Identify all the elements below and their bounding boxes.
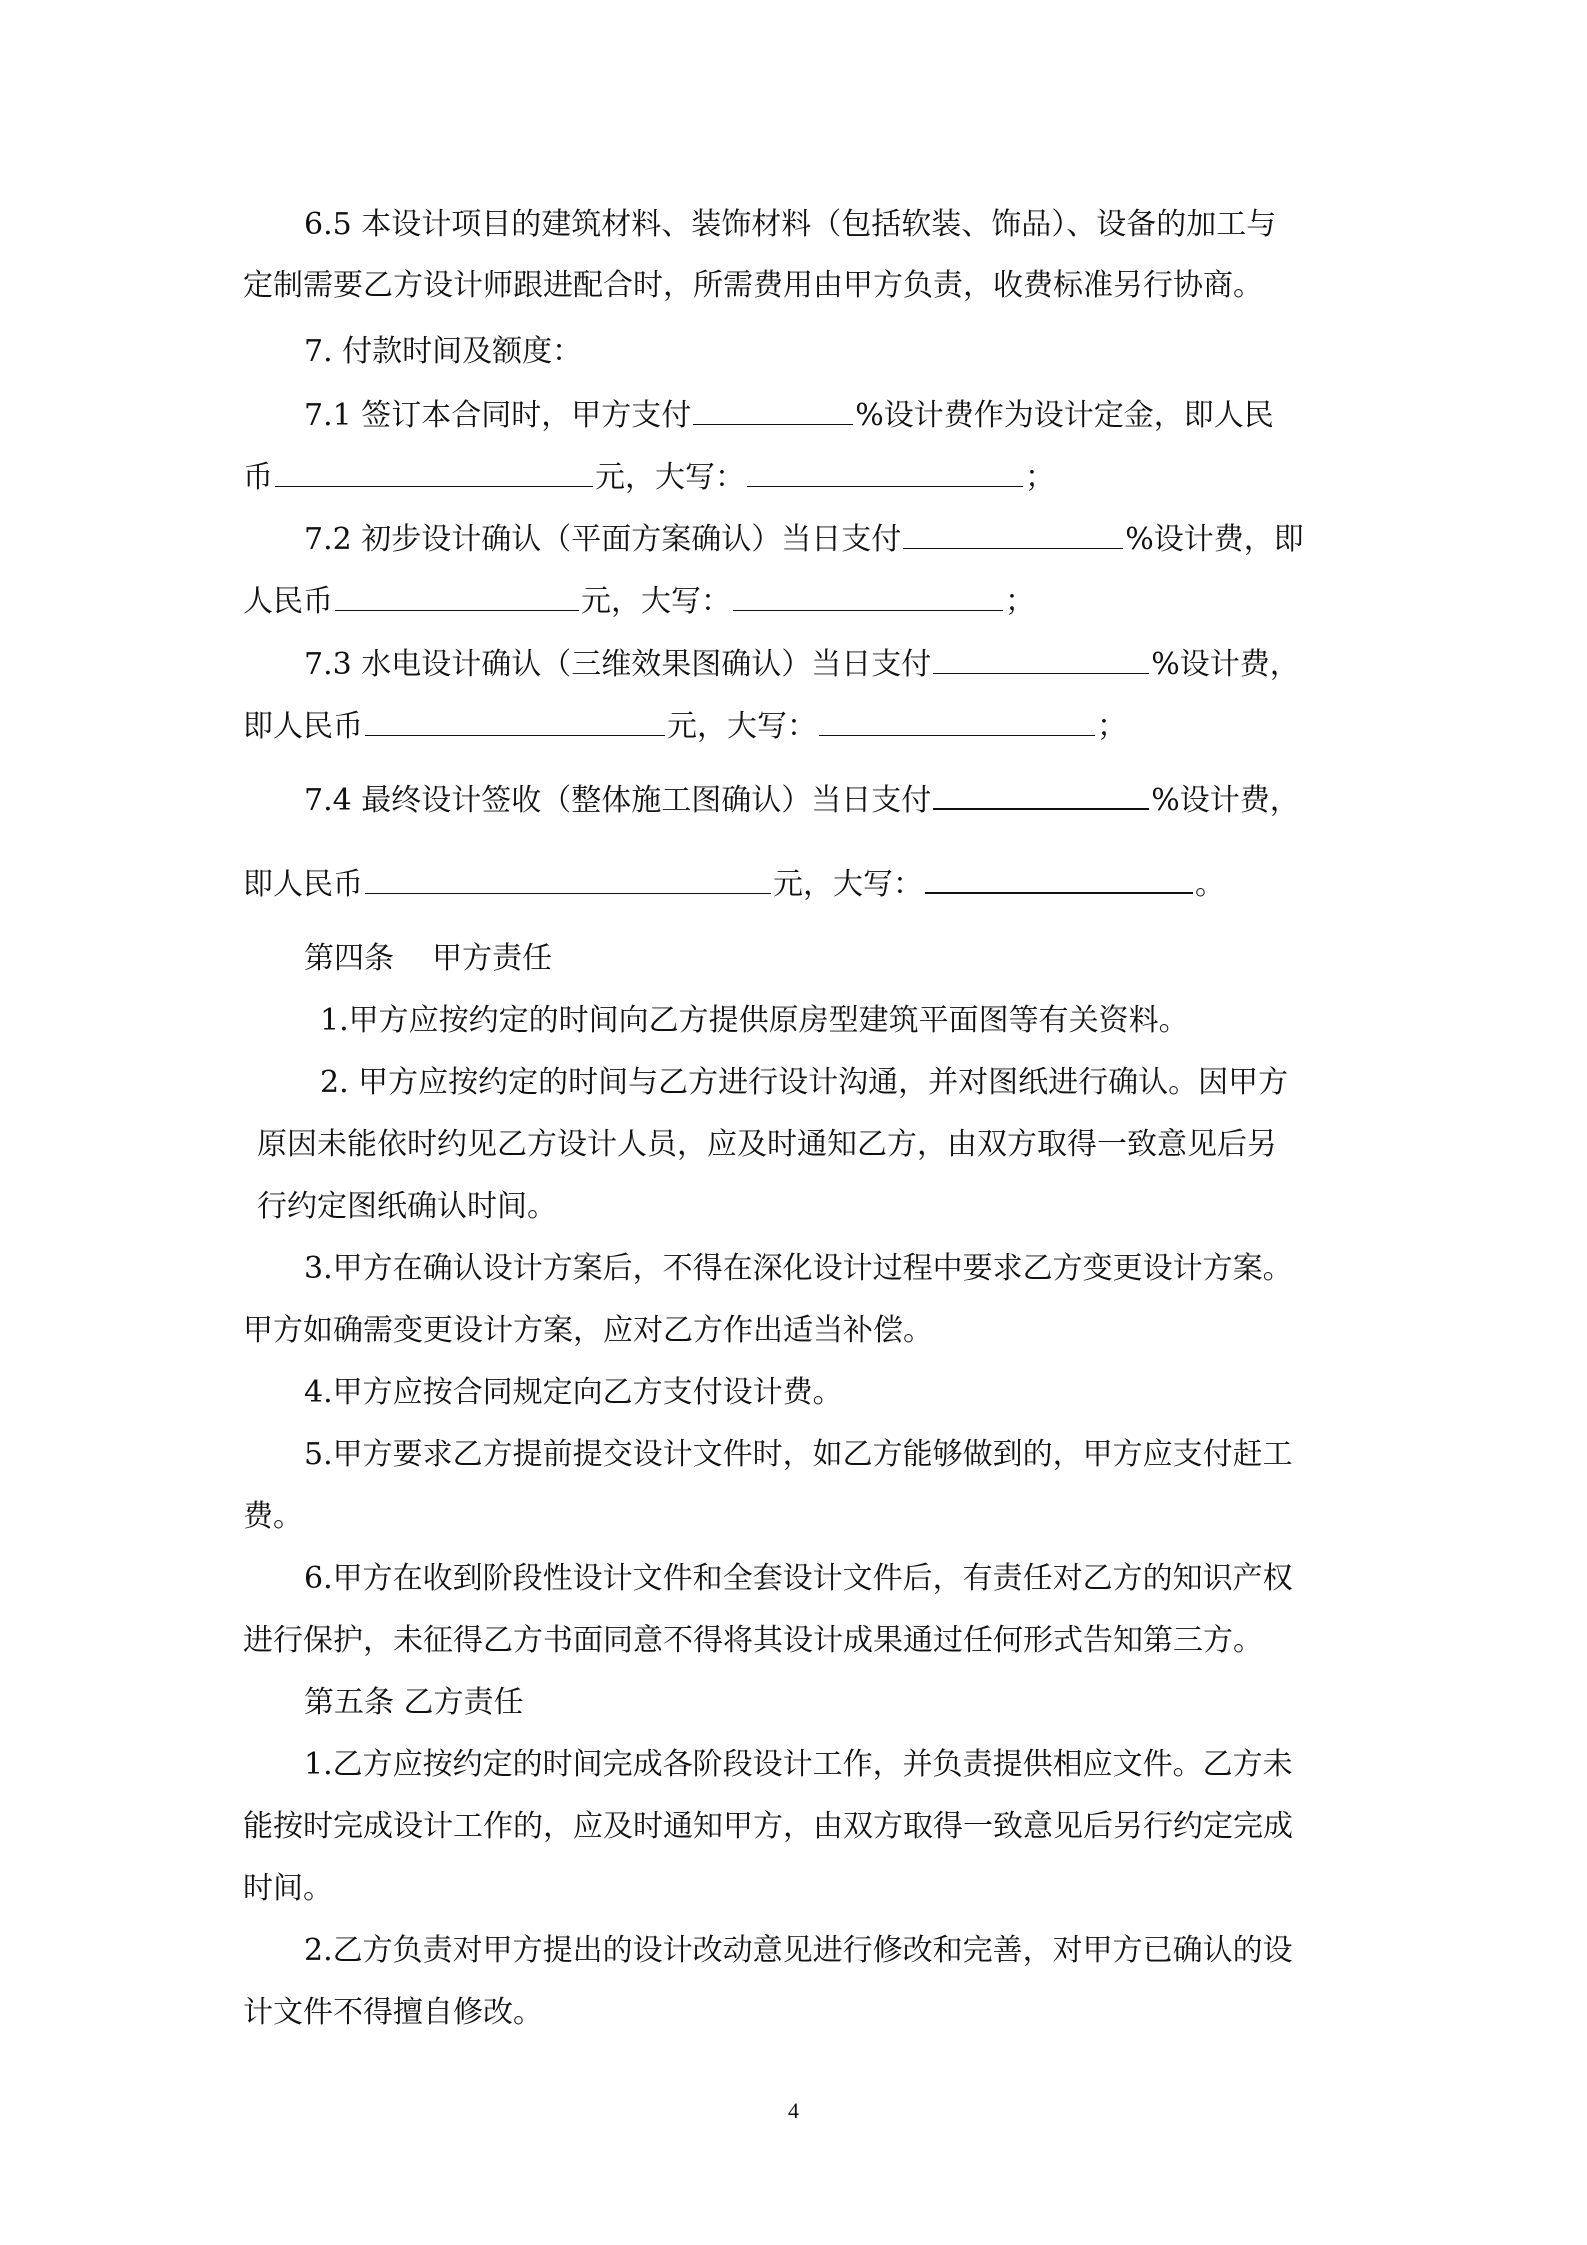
article-4-item3-line1: 3.甲方在确认设计方案后，不得在深化设计过程中要求乙方变更设计方案。 xyxy=(304,1251,1293,1286)
article-4-item5-line2: 费。 xyxy=(243,1499,303,1534)
section-6-5-line1: 6.5 本设计项目的建筑材料、装饰材料（包括软装、饰品）、设备的加工与 xyxy=(304,207,1277,242)
payment-7-3-text-d: 元，大写： xyxy=(667,709,817,744)
payment-7-3-text-a: 7.3 水电设计确认（三维效果图确认）当日支付 xyxy=(304,647,932,682)
payment-7-2-text-e: ； xyxy=(1005,584,1035,619)
blank-amount-7-3 xyxy=(365,705,665,736)
blank-words-7-2 xyxy=(733,580,1003,611)
payment-7-4-text-d: 元，大写： xyxy=(773,867,923,902)
article-4-title: 第四条 甲方责任 xyxy=(304,941,553,976)
blank-amount-7-4 xyxy=(365,863,771,894)
article-4-item3-line2: 甲方如确需变更设计方案，应对乙方作出适当补偿。 xyxy=(243,1313,933,1348)
payment-7-2-text-c: 人民币 xyxy=(243,584,333,619)
payment-7-4-text-c: 即人民币 xyxy=(243,867,363,902)
payment-7-2-line1 xyxy=(304,518,1304,560)
article-4-item4: 4.甲方应按合同规定向乙方支付设计费。 xyxy=(304,1375,843,1410)
blank-percent-7-4 xyxy=(933,778,1149,810)
payment-7-3-text-c: 即人民币 xyxy=(243,709,363,744)
payment-7-1-text-c: 币 xyxy=(243,460,273,495)
blank-percent-7-1 xyxy=(693,394,853,425)
blank-words-7-4 xyxy=(925,862,1193,894)
page-number: 4 xyxy=(788,2098,799,2123)
article-5-item1-line1: 1.乙方应按约定的时间完成各阶段设计工作，并负责提供相应文件。乙方未 xyxy=(304,1747,1293,1782)
payment-7-2-text-a: 7.2 初步设计确认（平面方案确认）当日支付 xyxy=(304,522,902,557)
article-5-item1-line2: 能按时完成设计工作的，应及时通知甲方，由双方取得一致意见后另行约定完成 xyxy=(243,1809,1293,1844)
article-4-item1: 1.甲方应按约定的时间向乙方提供原房型建筑平面图等有关资料。 xyxy=(320,1003,1189,1038)
article-5-item2-line1: 2.乙方负责对甲方提出的设计改动意见进行修改和完善，对甲方已确认的设 xyxy=(304,1933,1293,1968)
payment-7-4-text-b: %设计费， xyxy=(1151,783,1300,818)
payment-7-4-text-e: 。 xyxy=(1195,867,1225,902)
blank-amount-7-1 xyxy=(275,456,593,487)
payment-7-3-line2 xyxy=(243,705,1127,747)
payment-7-1-text-d: 元，大写： xyxy=(595,460,745,495)
payment-7-3-line1 xyxy=(304,643,1300,685)
payment-7-1-line2 xyxy=(243,456,1055,498)
payment-7-2-text-b: %设计费，即 xyxy=(1125,522,1304,557)
payment-7-4-text-a: 7.4 最终设计签收（整体施工图确认）当日支付 xyxy=(304,783,932,818)
article-4-item2-line3: 行约定图纸确认时间。 xyxy=(257,1189,557,1224)
payment-7-2-line2 xyxy=(243,580,1035,622)
blank-words-7-1 xyxy=(747,456,1023,487)
blank-percent-7-2 xyxy=(903,518,1123,549)
payment-7-1-text-a: 7.1 签订本合同时，甲方支付 xyxy=(304,398,692,433)
article-5-item1-line3: 时间。 xyxy=(243,1871,333,1906)
article-4-item6-line1: 6.甲方在收到阶段性设计文件和全套设计文件后，有责任对乙方的知识产权 xyxy=(304,1561,1293,1596)
payment-7-4-line2 xyxy=(243,862,1225,905)
article-4-item2-line1: 2. 甲方应按约定的时间与乙方进行设计沟通，并对图纸进行确认。因甲方 xyxy=(320,1065,1289,1100)
payment-7-3-text-e: ； xyxy=(1097,709,1127,744)
section-7-title: 7. 付款时间及额度： xyxy=(304,334,583,369)
blank-percent-7-3 xyxy=(933,643,1149,674)
article-4-item6-line2: 进行保护，未征得乙方书面同意不得将其设计成果通过任何形式告知第三方。 xyxy=(243,1623,1263,1658)
blank-words-7-3 xyxy=(819,705,1095,736)
payment-7-1-text-b: %设计费作为设计定金，即人民 xyxy=(855,398,1274,433)
payment-7-3-text-b: %设计费， xyxy=(1151,647,1300,682)
section-6-5-line2: 定制需要乙方设计师跟进配合时，所需费用由甲方负责，收费标准另行协商。 xyxy=(243,268,1263,303)
article-4-item2-line2: 原因未能依时约见乙方设计人员，应及时通知乙方，由双方取得一致意见后另 xyxy=(257,1127,1277,1162)
article-5-item2-line2: 计文件不得擅自修改。 xyxy=(243,1995,543,2030)
payment-7-1-line1 xyxy=(304,394,1274,436)
payment-7-4-line1 xyxy=(304,778,1300,821)
payment-7-2-text-d: 元，大写： xyxy=(581,584,731,619)
blank-amount-7-2 xyxy=(335,580,579,611)
payment-7-1-text-e: ； xyxy=(1025,460,1055,495)
article-5-title: 第五条 乙方责任 xyxy=(304,1685,524,1720)
article-4-item5-line1: 5.甲方要求乙方提前提交设计文件时，如乙方能够做到的，甲方应支付赶工 xyxy=(304,1437,1293,1472)
